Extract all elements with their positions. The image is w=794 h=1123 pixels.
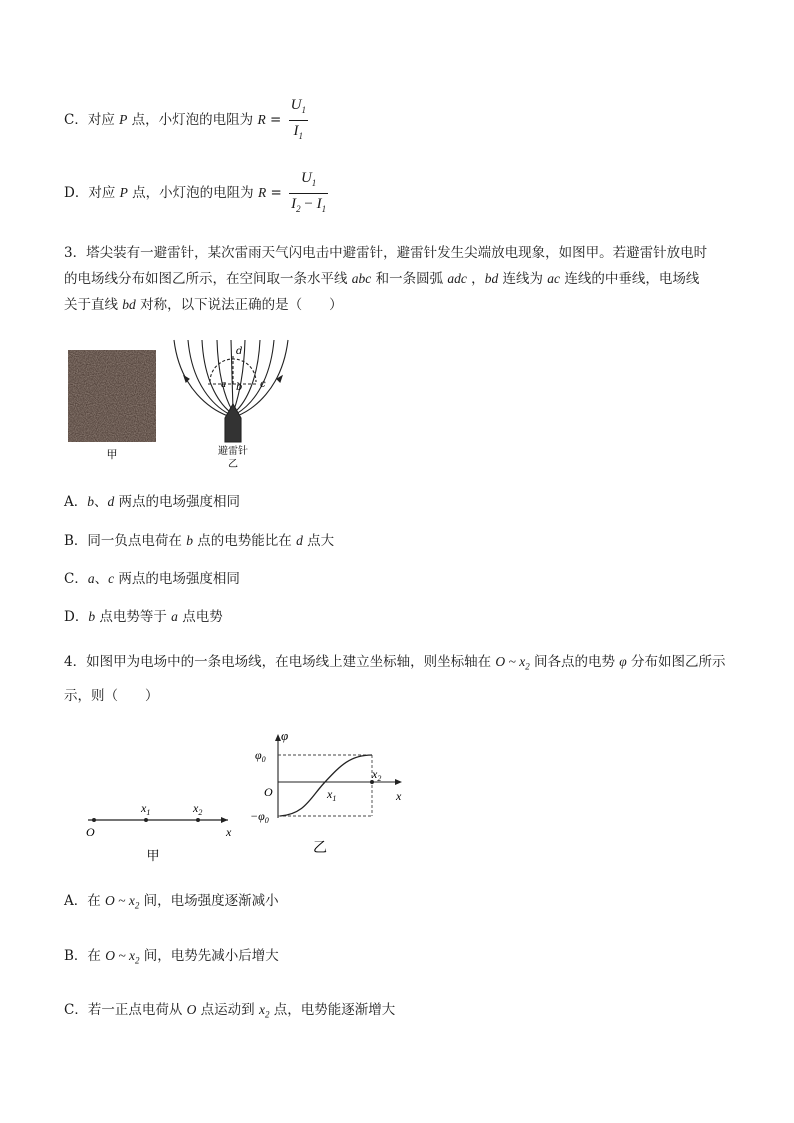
yi-x1-label: $x_1$ — [327, 787, 337, 803]
fraction-u1-over-i1: $\frac{U_1}{I_1}$ — [290, 97, 306, 141]
fig-letter-c: c — [260, 379, 266, 390]
jia-x1-label: $x_1$ — [141, 801, 151, 817]
jia-x-axis-label: x — [226, 825, 232, 839]
lightning-photo — [68, 350, 156, 442]
yi-phi0-label: $\varphi_0$ — [255, 748, 266, 764]
axis-arrow-icon — [221, 817, 228, 823]
phi-curve — [280, 755, 372, 816]
q2-option-d: D．对应 P 点，小灯泡的电阻为 R = $\frac{U_1}{I_2 - I_1}$ — [64, 168, 328, 219]
yi-x2-label: $x_2$ — [372, 767, 382, 783]
q3-line-1: 3．塔尖装有一避雷针，某次雷雨天气闪电击中避雷针，避雷针发生尖端放电现象，如图甲。若避雷针放电时 — [64, 245, 708, 261]
x-axis-arrow-icon — [395, 779, 402, 785]
fig-label-jia: 甲 — [106, 448, 118, 461]
fig-label-yi: 乙 — [228, 459, 238, 470]
q2-option-c: C．对应 P 点，小灯泡的电阻为 R = $\frac{U_1}{I_1}$ — [64, 95, 308, 146]
q3-option-b: B．同一负点电荷在 b 点的电势能比在 d 点大 — [64, 533, 335, 549]
x2-dot — [196, 818, 200, 822]
yi-x-axis-label: x — [396, 789, 402, 803]
fig-letter-b: b — [236, 382, 243, 393]
q4-option-c: C．若一正点电荷从 O 点运动到 $x_2$ 点，电势能逐渐增大 — [64, 1002, 396, 1020]
q3-option-d: D．b 点电势等于 a 点电势 — [64, 609, 223, 625]
q4-stem-line-1: 4．如图甲为电场中的一条电场线，在电场线上建立坐标轴，则坐标轴在 O ~ $x_2$ 间各点的电势 φ 分布如图乙所示 — [64, 654, 726, 672]
q4-option-a: A．在 O ~ $x_2$ 间，电场强度逐渐减小 — [64, 893, 279, 911]
q3-option-a: A．b、d 两点的电场强度相同 — [64, 494, 241, 510]
jia-o-label: O — [86, 825, 95, 839]
q4-stem-line-2: 示，则（ ） — [64, 688, 159, 704]
reference-dashes — [278, 755, 372, 816]
origin-dot — [92, 818, 96, 822]
q4-option-b: B．在 O ~ $x_2$ 间，电势先减小后增大 — [64, 948, 279, 966]
yi-caption: 乙 — [313, 840, 327, 856]
q4-figure-jia — [80, 790, 240, 865]
q3-line-2: 的电场线分布如图乙所示，在空间取一条水平线 abc 和一条圆弧 adc ，bd 连线为 ac 连线的中垂线，电场线 — [64, 271, 700, 287]
jia-caption: 甲 — [146, 849, 160, 864]
q3-line-3: 关于直线 bd 对称，以下说法正确的是（ ） — [64, 297, 343, 313]
x1-dot — [144, 818, 148, 822]
fraction-u1-over-i2-minus-i1: $\frac{U_1}{I_2 - I_1}$ — [291, 170, 327, 214]
yi-phi-label: φ — [281, 728, 289, 743]
q3-stem — [64, 240, 707, 318]
q3-option-c: C．a、c 两点的电场强度相同 — [64, 571, 240, 587]
yi-neg-phi0-label: $-\varphi_0$ — [250, 809, 269, 825]
field-lines-diagram — [174, 340, 288, 442]
fig-label-rod: 避雷针 — [218, 446, 248, 457]
q4-figure-yi — [250, 728, 410, 863]
jia-x2-label: $x_2$ — [193, 801, 203, 817]
yi-o-label: O — [264, 785, 273, 799]
fig-letter-d: d — [236, 346, 243, 357]
fig-letter-a: a — [221, 379, 226, 390]
q3-figure — [62, 330, 312, 470]
